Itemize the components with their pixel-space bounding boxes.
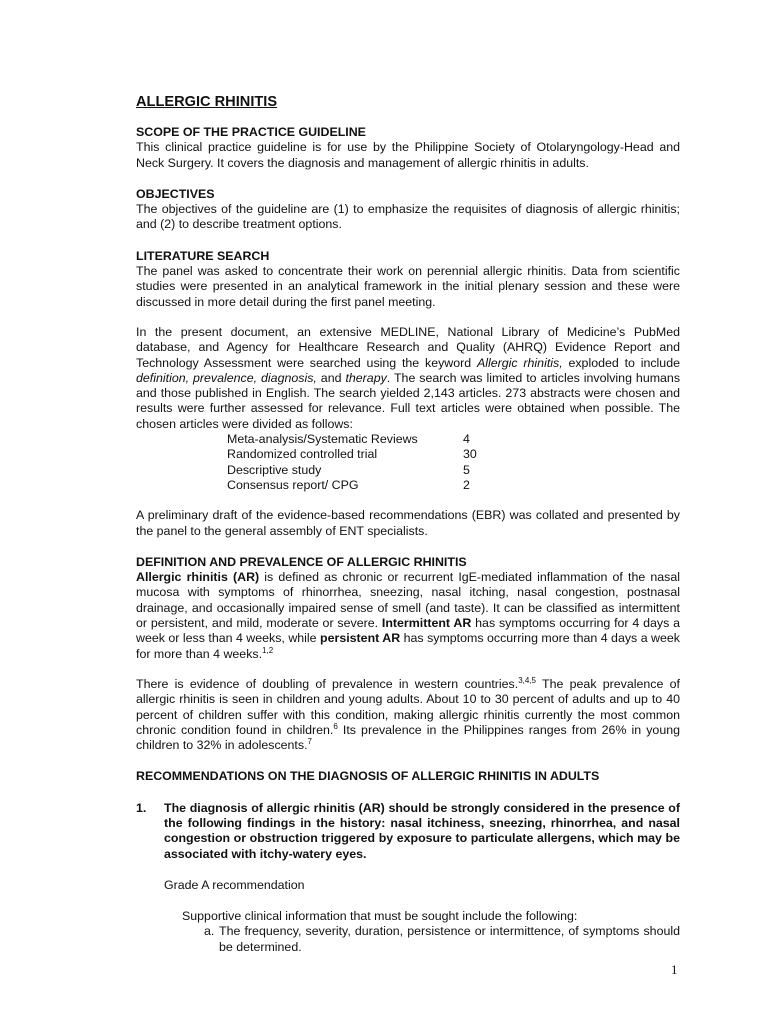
table-row xyxy=(227,463,477,478)
definition-paragraph-1: Allergic rhinitis (AR) is defined as chronic or recurrent IgE-mediated inflammation of the nasal mucosa with symptoms of rhinorrhea, sneezing, nasal itching, nasal congestion, postnasal drainage, and occasionally impaired sense of smell (and taste). It can be classified as intermittent or persistent, and mild, moderate or severe. Intermittent AR has symptoms occurring for 4 days a week or less than 4 weeks, while persistent AR has symptoms occurring more than 4 days a week for more than 4 weeks.$^{1,2}$ xyxy=(136,570,681,661)
study-type-label: Consensus report/ CPG xyxy=(227,477,359,492)
persistent-ar-term: persistent AR xyxy=(320,631,401,646)
recommendations-heading: RECOMMENDATIONS ON THE DIAGNOSIS OF ALLERGIC RHINITIS IN ADULTS xyxy=(136,769,600,784)
literature-heading: LITERATURE SEARCH xyxy=(136,248,270,263)
page-number: 1 xyxy=(671,962,678,977)
supportive-info-text: Supportive clinical information that must be sought include the following: xyxy=(182,909,578,924)
definition-heading: DEFINITION AND PREVALENCE OF ALLERGIC RHINITIS xyxy=(136,554,467,569)
literature-paragraph-2: In the present document, an extensive MEDLINE, National Library of Medicine’s PubMed database, and Agency for Healthcare Research and Quality (AHRQ) Evidence Report and Technology Assessment were searched using the keyword Allergic rhinitis, exploded to include definition, prevalence, diagnosis, and therapy. The search was limited to articles involving humans and those published in English. The search yielded 2,143 articles. 273 abstracts were chosen and results were further assessed for relevance. Full text articles were obtained when possible. The chosen articles were divided as follows: xyxy=(136,324,681,431)
literature-paragraph-1: The panel was asked to concentrate their work on perennial allergic rhinitis. Data from scientific studies were presented in an analytical framework in the initial plenary session and these were discussed in more detail during the first panel meeting. xyxy=(136,264,680,309)
definition-paragraph-2: There is evidence of doubling of prevalence in western countries.$^{3,4,5}$ The peak prevalence of allergic rhinitis is seen in children and young adults. About 10 to 30 percent of adults and up to 40 percent of children suffer with this condition, making allergic rhinitis currently the most common chronic condition found in children.$^6$ Its prevalence in the Philippines ranges from 26% in young children to 32% in adolescents.$^7$ xyxy=(136,675,680,753)
document-body xyxy=(136,93,680,955)
objectives-paragraph: The objectives of the guideline are (1) to emphasize the requisites of diagnosis of allergic rhinitis; and (2) to describe treatment options. xyxy=(136,202,680,232)
sub-item-text: The frequency, severity, duration, persistence or intermittence, of symptoms should be determined. xyxy=(219,924,680,954)
study-type-label: Randomized controlled trial xyxy=(227,447,378,462)
study-counts-table xyxy=(227,432,477,493)
recommendation-text: The diagnosis of allergic rhinitis (AR) should be strongly considered in the presence of the following findings in the history: nasal itchiness, sneezing, rhinorrhea, and nasal congestion or obstruction triggered by exposure to particulate allergens, which may be associated with itchy-watery eyes. xyxy=(164,800,680,861)
search-terms-text: definition, prevalence, diagnosis, xyxy=(136,370,317,385)
reference-superscript: 7 xyxy=(307,736,312,746)
allergic-rhinitis-term: Allergic rhinitis (AR) xyxy=(136,570,260,585)
objectives-heading: OBJECTIVES xyxy=(136,186,215,201)
table-row xyxy=(227,447,477,462)
scope-heading: SCOPE OF THE PRACTICE GUIDELINE xyxy=(136,125,366,139)
grade-label: Grade A recommendation xyxy=(164,877,305,892)
keyword-text: Allergic rhinitis, xyxy=(476,355,563,370)
study-count: 30 xyxy=(463,447,477,462)
table-row xyxy=(227,432,477,447)
study-type-label: Descriptive study xyxy=(227,462,322,477)
table-row xyxy=(227,478,477,493)
reference-superscript: 3,4,5 xyxy=(518,675,536,685)
reference-superscript: 1,2 xyxy=(262,645,274,655)
therapy-term-text: therapy xyxy=(345,370,387,385)
document-title: ALLERGIC RHINITIS xyxy=(136,94,278,110)
study-type-label: Meta-analysis/Systematic Reviews xyxy=(227,432,418,447)
intermittent-ar-term: Intermittent AR xyxy=(381,616,472,631)
sub-item-a xyxy=(204,924,680,955)
study-count: 2 xyxy=(463,477,470,492)
scope-paragraph: This clinical practice guideline is for use by the Philippine Society of Otolaryngology-Head and Neck Surgery. It covers the diagnosis and management of allergic rhinitis in adults. xyxy=(136,140,680,170)
recommendation-item-1 xyxy=(136,801,680,862)
literature-paragraph-3: A preliminary draft of the evidence-based recommendations (EBR) was collated and presented by the panel to the general assembly of ENT specialists. xyxy=(136,508,680,538)
recommendation-number: 1. xyxy=(136,800,147,815)
sub-item-letter: a. xyxy=(204,924,215,939)
study-count: 4 xyxy=(463,432,470,447)
study-count: 5 xyxy=(463,462,470,477)
reference-superscript: 6 xyxy=(333,721,338,731)
